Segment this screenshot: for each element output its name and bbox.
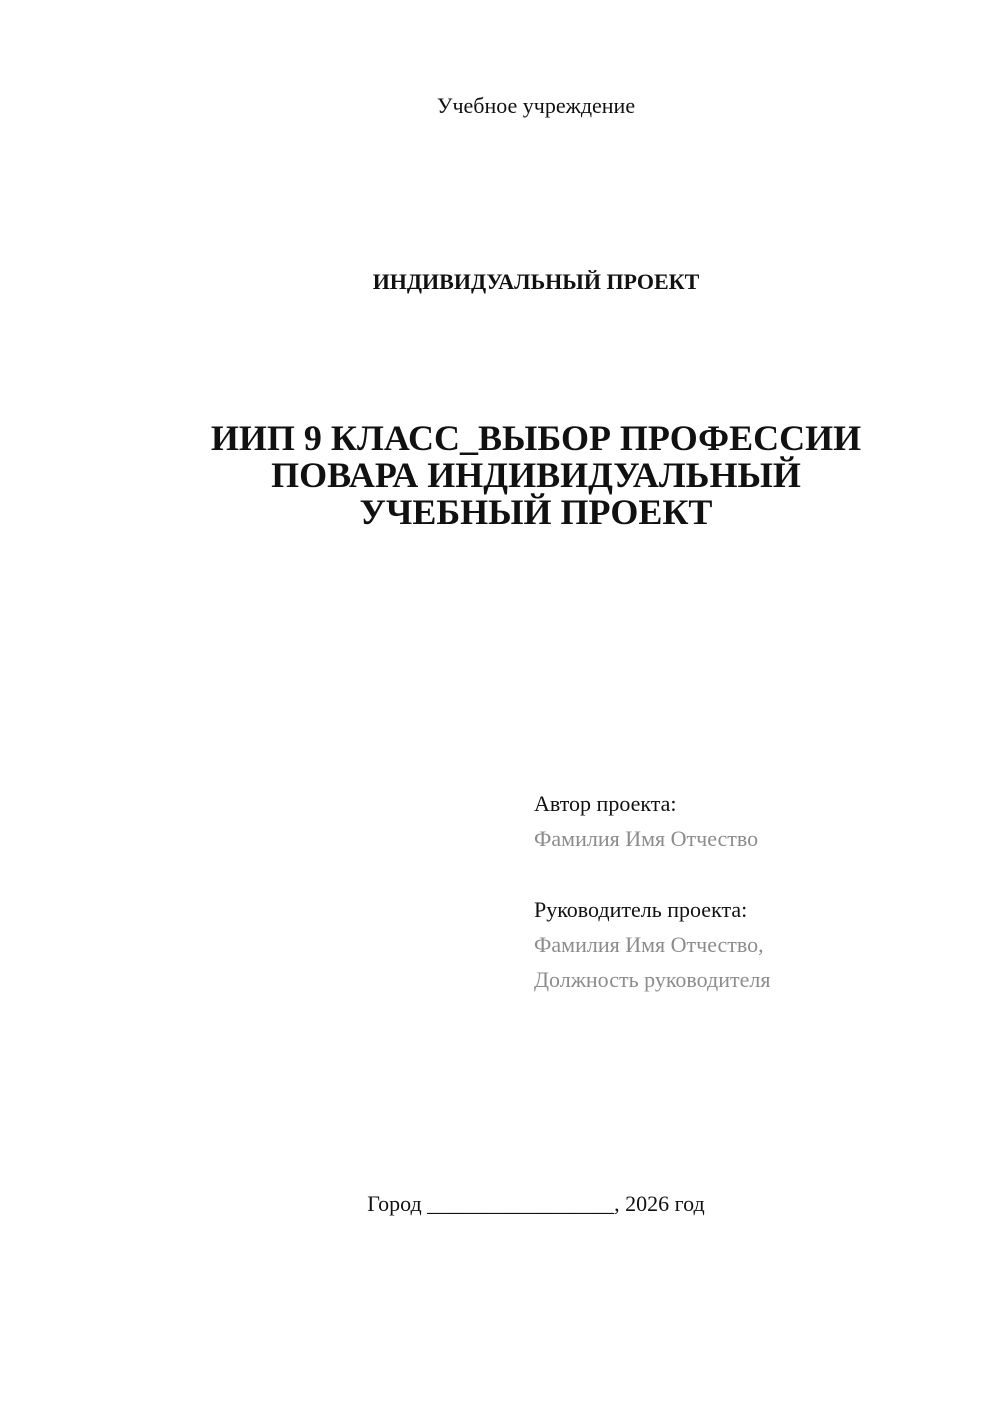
city-year-footer: Город _________________, 2026 год xyxy=(367,1191,705,1216)
author-name-placeholder: Фамилия Имя Отчество xyxy=(534,826,759,851)
supervisor-name-placeholder: Фамилия Имя Отчество, xyxy=(534,932,764,957)
project-title-line-2: ПОВАРА ИНДИВИДУАЛЬНЫЙ xyxy=(271,455,801,495)
institution-name: Учебное учреждение xyxy=(436,93,636,118)
document-type-heading: ИНДИВИДУАЛЬНЫЙ ПРОЕКТ xyxy=(372,269,700,294)
project-title-line-1: ИИП 9 КЛАСС_ВЫБОР ПРОФЕССИИ xyxy=(210,418,862,458)
author-block xyxy=(534,786,974,856)
project-title-line-3: УЧЕБНЫЙ ПРОЕКТ xyxy=(359,492,713,532)
supervisor-position-placeholder: Должность руководителя xyxy=(534,967,771,992)
supervisor-block xyxy=(534,892,974,997)
supervisor-label: Руководитель проекта: xyxy=(534,897,748,922)
author-label: Автор проекта: xyxy=(534,791,677,816)
project-title xyxy=(150,420,922,531)
